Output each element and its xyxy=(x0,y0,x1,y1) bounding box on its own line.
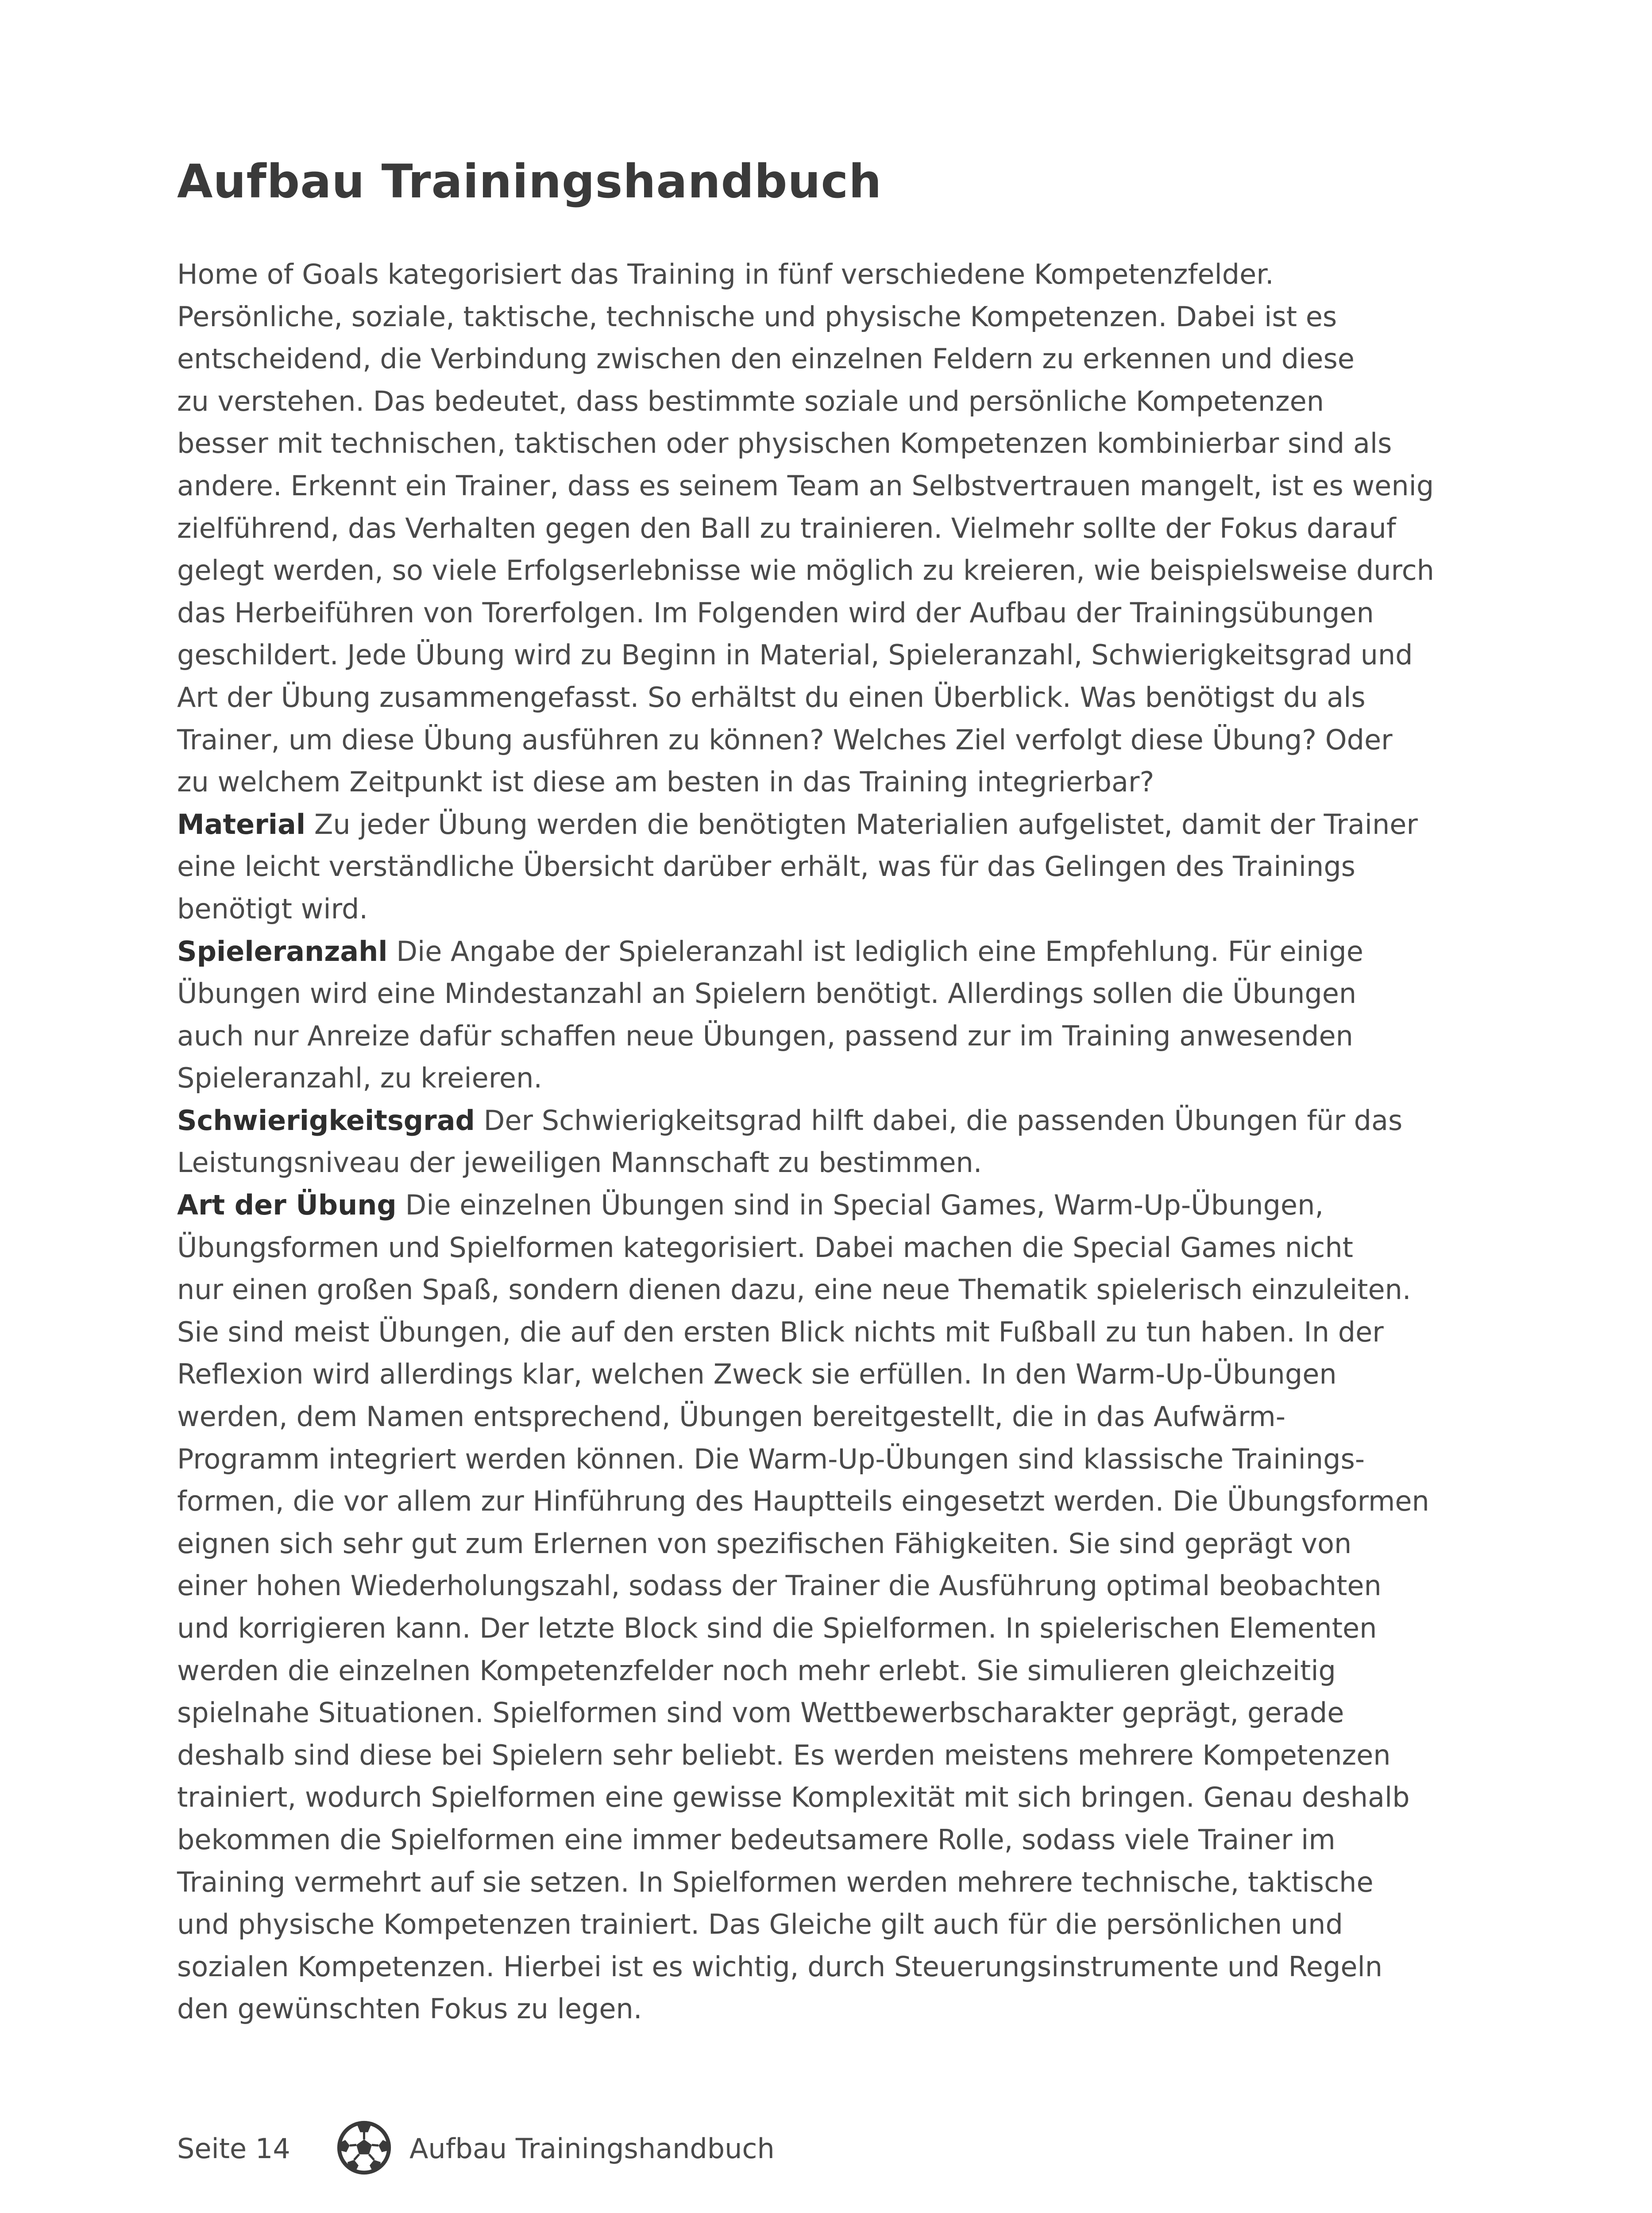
text-line xyxy=(177,719,1470,761)
text-line xyxy=(177,1015,1470,1057)
line-text: und physische Kompetenzen trainiert. Das Gleiche gilt auch für die persönlichen und xyxy=(177,1908,1343,1941)
term-label: Material xyxy=(177,808,306,840)
text-line xyxy=(177,1226,1470,1269)
text-line xyxy=(177,380,1470,423)
line-text: eignen sich sehr gut zum Erlernen von spezifischen Fähigkeiten. Sie sind geprägt von xyxy=(177,1527,1352,1560)
text-line xyxy=(177,422,1470,465)
text-line xyxy=(177,888,1470,930)
text-line xyxy=(177,1946,1470,1988)
line-text: entscheidend, die Verbindung zwischen den einzelnen Feldern zu erkennen und diese xyxy=(177,343,1355,375)
text-line xyxy=(177,634,1470,676)
text-line xyxy=(177,592,1470,634)
line-text: Spieleranzahl, zu kreieren. xyxy=(177,1062,543,1095)
line-text: den gewünschten Fokus zu legen. xyxy=(177,1993,642,2025)
line-text: Leistungsniveau der jeweiligen Mannschaft zu bestimmen. xyxy=(177,1146,982,1179)
text-line xyxy=(177,930,1470,973)
text-line xyxy=(177,1565,1470,1607)
line-text: Reflexion wird allerdings klar, welchen Zweck sie erfüllen. In den Warm-Up-Übungen xyxy=(177,1358,1337,1391)
line-text: eine leicht verständliche Übersicht darüber erhält, was für das Gelingen des Trainings xyxy=(177,850,1355,883)
line-text: nur einen großen Spaß, sondern dienen dazu, eine neue Thematik spielerisch einzuleiten. xyxy=(177,1273,1411,1306)
page-number: Seite 14 xyxy=(177,2132,290,2165)
text-line xyxy=(177,465,1470,507)
text-line xyxy=(177,1353,1470,1396)
text-line xyxy=(177,803,1470,846)
term-label: Schwierigkeitsgrad xyxy=(177,1104,475,1137)
text-line xyxy=(177,1311,1470,1353)
text-line xyxy=(177,507,1470,550)
line-text: trainiert, wodurch Spielformen eine gewisse Komplexität mit sich bringen. Genau deshalb xyxy=(177,1781,1410,1814)
text-line xyxy=(177,1903,1470,1946)
line-text: zielführend, das Verhalten gegen den Ball zu trainieren. Vielmehr sollte der Fokus darauf xyxy=(177,512,1396,544)
line-text: Der Schwierigkeitsgrad hilft dabei, die passenden Übungen für das xyxy=(475,1104,1403,1137)
text-line xyxy=(177,253,1470,296)
text-line xyxy=(177,676,1470,719)
text-line xyxy=(177,1184,1470,1226)
text-line xyxy=(177,1057,1470,1099)
line-text: Die Angabe der Spieleranzahl ist lediglich eine Empfehlung. Für einige xyxy=(387,935,1363,968)
line-text: geschildert. Jede Übung wird zu Beginn in Material, Spieleranzahl, Schwierigkeitsgrad und xyxy=(177,639,1413,671)
line-text: Programm integriert werden können. Die Warm-Up-Übungen sind klassische Trainings- xyxy=(177,1442,1365,1475)
page-title: Aufbau Trainingshandbuch xyxy=(177,154,882,208)
text-line xyxy=(177,1141,1470,1184)
line-text: sozialen Kompetenzen. Hierbei ist es wichtig, durch Steuerungsinstrumente und Regeln xyxy=(177,1950,1383,1983)
text-line xyxy=(177,1480,1470,1523)
line-text: formen, die vor allem zur Hinführung des Hauptteils eingesetzt werden. Die Übungsformen xyxy=(177,1485,1429,1518)
text-line xyxy=(177,1692,1470,1734)
page-footer xyxy=(177,2113,1470,2180)
term-label: Art der Übung xyxy=(177,1189,397,1222)
line-text: werden die einzelnen Kompetenzfelder noch mehr erlebt. Sie simulieren gleichzeitig xyxy=(177,1654,1336,1687)
line-text: das Herbeiführen von Torerfolgen. Im Folgenden wird der Aufbau der Trainingsübungen xyxy=(177,596,1374,629)
line-text: Übungsformen und Spielformen kategorisiert. Dabei machen die Special Games nicht xyxy=(177,1231,1353,1264)
soccer-ball-icon xyxy=(336,2120,392,2175)
term-label: Spieleranzahl xyxy=(177,935,388,968)
text-line xyxy=(177,1607,1470,1650)
line-text: Zu jeder Übung werden die benötigten Materialien aufgelistet, damit der Trainer xyxy=(305,808,1418,840)
text-line xyxy=(177,972,1470,1015)
line-text: einer hohen Wiederholungszahl, sodass der Trainer die Ausführung optimal beobachten xyxy=(177,1569,1382,1602)
line-text: zu welchem Zeitpunkt ist diese am besten in das Training integrierbar? xyxy=(177,766,1154,798)
line-text: Trainer, um diese Übung ausführen zu können? Welches Ziel verfolgt diese Übung? Oder xyxy=(177,723,1393,756)
text-line xyxy=(177,1861,1470,1904)
text-line xyxy=(177,1268,1470,1311)
line-text: Die einzelnen Übungen sind in Special Games, Warm-Up-Übungen, xyxy=(396,1189,1324,1222)
text-line xyxy=(177,1396,1470,1438)
line-text: und korrigieren kann. Der letzte Block sind die Spielformen. In spielerischen Elementen xyxy=(177,1612,1377,1644)
line-text: spielnahe Situationen. Spielformen sind vom Wettbewerbscharakter geprägt, gerade xyxy=(177,1696,1344,1729)
line-text: besser mit technischen, taktischen oder physischen Kompetenzen kombinierbar sind als xyxy=(177,427,1392,460)
body-text xyxy=(177,253,1470,2030)
text-line xyxy=(177,1523,1470,1565)
text-line xyxy=(177,761,1470,803)
text-line xyxy=(177,296,1470,338)
line-text: zu verstehen. Das bedeutet, dass bestimmte soziale und persönliche Kompetenzen xyxy=(177,385,1324,417)
line-text: benötigt wird. xyxy=(177,892,368,925)
text-line xyxy=(177,845,1470,888)
text-line xyxy=(177,1819,1470,1861)
text-line xyxy=(177,1650,1470,1692)
line-text: auch nur Anreize dafür schaffen neue Übungen, passend zur im Training anwesenden xyxy=(177,1019,1353,1052)
line-text: Art der Übung zusammengefasst. So erhältst du einen Überblick. Was benötigst du als xyxy=(177,681,1366,713)
text-line xyxy=(177,1438,1470,1480)
text-line xyxy=(177,338,1470,380)
line-text: Training vermehrt auf sie setzen. In Spielformen werden mehrere technische, taktische xyxy=(177,1866,1374,1898)
line-text: gelegt werden, so viele Erfolgserlebnisse wie möglich zu kreieren, wie beispielsweise durch xyxy=(177,554,1434,587)
line-text: Home of Goals kategorisiert das Training in fünf verschiedene Kompetenzfelder. xyxy=(177,258,1274,290)
line-text: werden, dem Namen entsprechend, Übungen bereitgestellt, die in das Aufwärm- xyxy=(177,1400,1286,1433)
text-line xyxy=(177,1776,1470,1819)
footer-section-title: Aufbau Trainingshandbuch xyxy=(409,2132,775,2165)
line-text: deshalb sind diese bei Spielern sehr beliebt. Es werden meistens mehrere Kompetenzen xyxy=(177,1739,1391,1771)
text-line xyxy=(177,1734,1470,1777)
line-text: Übungen wird eine Mindestanzahl an Spielern benötigt. Allerdings sollen die Übungen xyxy=(177,977,1357,1010)
line-text: bekommen die Spielformen eine immer bedeutsamere Rolle, sodass viele Trainer im xyxy=(177,1823,1335,1856)
line-text: Persönliche, soziale, taktische, technische und physische Kompetenzen. Dabei ist es xyxy=(177,300,1337,333)
text-line xyxy=(177,1099,1470,1142)
text-line xyxy=(177,1988,1470,2030)
line-text: andere. Erkennt ein Trainer, dass es seinem Team an Selbstvertrauen mangelt, ist es wenig xyxy=(177,469,1434,502)
text-line xyxy=(177,549,1470,592)
line-text: Sie sind meist Übungen, die auf den ersten Blick nichts mit Fußball zu tun haben. In der xyxy=(177,1315,1384,1348)
